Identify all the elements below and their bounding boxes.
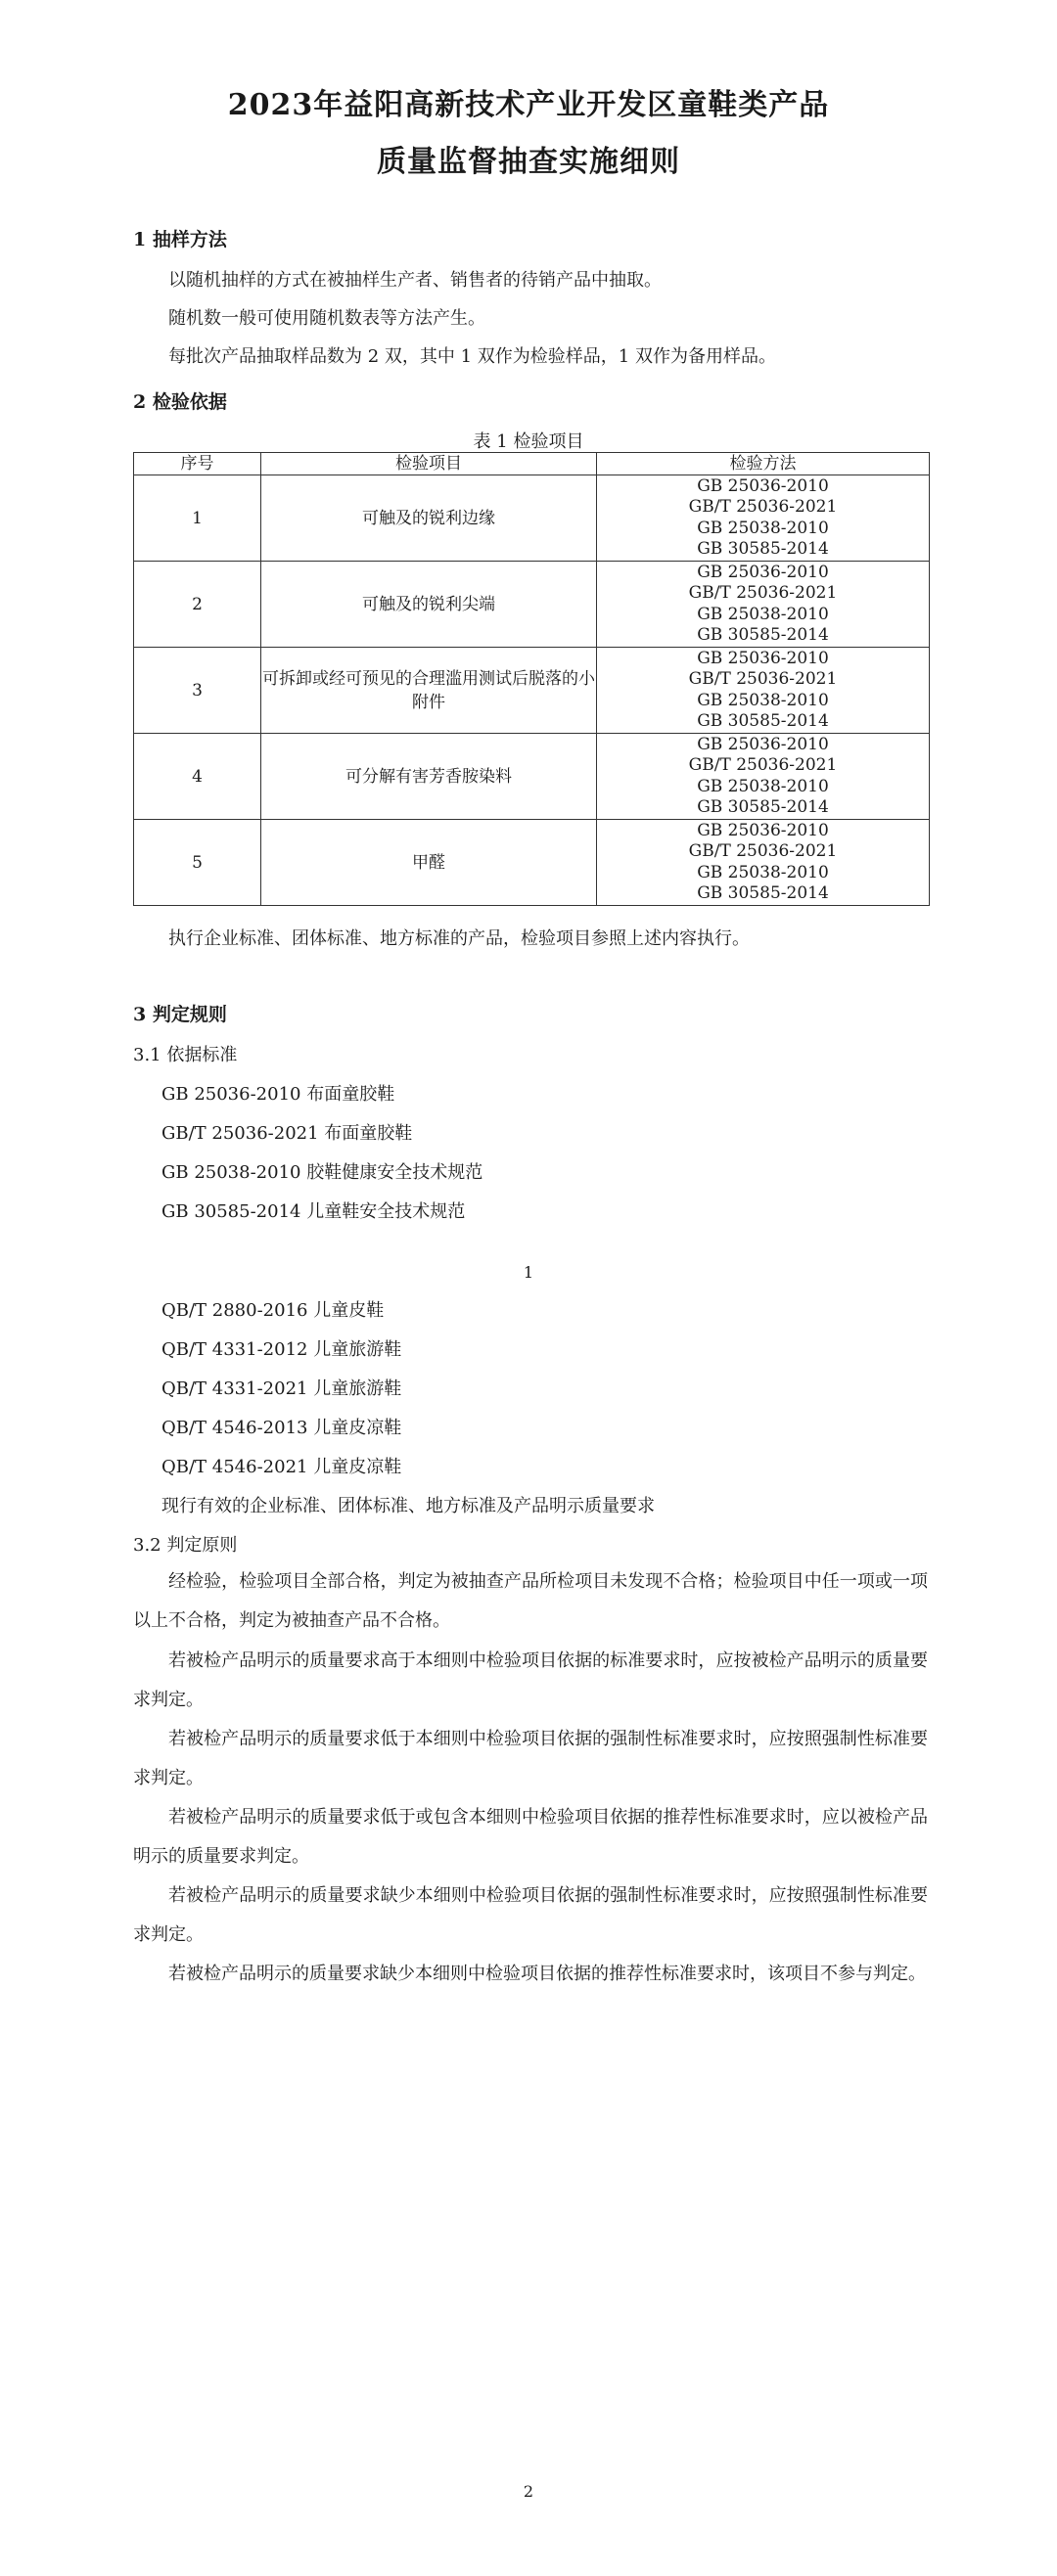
method-standard: GB 25038-2010	[697, 690, 829, 710]
method-standard: GB 25036-2010	[697, 562, 829, 582]
standard-item: QB/T 2880-2016 儿童皮鞋	[161, 1300, 385, 1321]
inspection-methods	[597, 475, 930, 562]
method-standard: GB/T 25036-2021	[688, 583, 838, 603]
table-header-row	[134, 453, 930, 475]
method-standard: GB 30585-2014	[697, 625, 829, 645]
judgement-paragraph: 若被检产品明示的质量要求缺少本细则中检验项目依据的推荐性标准要求时，该项目不参与判定。	[168, 1964, 926, 1984]
inspection-item: 甲醛	[261, 820, 597, 906]
row-number: 3	[134, 648, 261, 734]
section1-paragraph: 以随机抽样的方式在被抽样生产者、销售者的待销产品中抽取。	[168, 270, 662, 291]
table-row	[134, 734, 930, 820]
inspection-items-table	[133, 452, 930, 906]
document-title-line2: 质量监督抽查实施细则	[377, 145, 680, 179]
column-header-item: 检验项目	[261, 453, 597, 475]
section1-paragraph: 随机数一般可使用随机数表等方法产生。	[168, 308, 485, 329]
table-row	[134, 475, 930, 562]
row-number: 5	[134, 820, 261, 906]
column-header-method: 检验方法	[597, 453, 930, 475]
standard-item: GB 30585-2014 儿童鞋安全技术规范	[161, 1201, 466, 1222]
standard-item: QB/T 4331-2012 儿童旅游鞋	[161, 1339, 402, 1360]
method-standard: GB/T 25036-2021	[688, 841, 838, 861]
standard-item: GB 25036-2010 布面童胶鞋	[161, 1084, 395, 1105]
judgement-paragraph: 经检验，检验项目全部合格，判定为被抽查产品所检项目未发现不合格；检验项目中任一项或一项以上不合格，判定为被抽查产品不合格。	[133, 1571, 928, 1631]
page-number: 2	[523, 2482, 534, 2501]
method-standard: GB 30585-2014	[697, 883, 829, 903]
section1-paragraph: 每批次产品抽取样品数为 2 双，其中 1 双作为检验样品，1 双作为备用样品。	[168, 346, 776, 367]
row-number: 2	[134, 562, 261, 648]
standard-item: QB/T 4546-2013 儿童皮凉鞋	[161, 1418, 402, 1438]
row-number: 4	[134, 734, 261, 820]
judgement-paragraph: 若被检产品明示的质量要求高于本细则中检验项目依据的标准要求时，应按被检产品明示的质量要求判定。	[133, 1650, 928, 1710]
method-standard: GB 30585-2014	[697, 711, 829, 731]
column-header-no: 序号	[134, 453, 261, 475]
inspection-item: 可触及的锐利边缘	[261, 475, 597, 562]
table-row	[134, 648, 930, 734]
method-standard: GB/T 25036-2021	[688, 497, 838, 517]
method-standard: GB 30585-2014	[697, 797, 829, 817]
table-caption: 表 1 检验项目	[473, 431, 584, 452]
inspection-methods	[597, 820, 930, 906]
section3-heading: 3 判定规则	[133, 1004, 227, 1025]
method-standard: GB 30585-2014	[697, 539, 829, 559]
method-standard: GB 25038-2010	[697, 776, 829, 796]
inspection-item: 可拆卸或经可预见的合理滥用测试后脱落的小附件	[261, 648, 597, 734]
method-standard: GB/T 25036-2021	[688, 669, 838, 689]
standards-note: 现行有效的企业标准、团体标准、地方标准及产品明示质量要求	[161, 1496, 655, 1516]
method-standard: GB 25036-2010	[697, 820, 829, 840]
standard-item: QB/T 4331-2021 儿童旅游鞋	[161, 1378, 402, 1399]
table-row	[134, 562, 930, 648]
subsection-heading: 3.2 判定原则	[133, 1535, 238, 1556]
method-standard: GB 25036-2010	[697, 475, 829, 496]
section2-heading: 2 检验依据	[133, 391, 227, 413]
judgement-paragraph: 若被检产品明示的质量要求低于本细则中检验项目依据的强制性标准要求时，应按照强制性标准要求判定。	[133, 1729, 928, 1788]
method-standard: GB 25036-2010	[697, 648, 829, 668]
method-standard: GB 25038-2010	[697, 604, 829, 624]
method-standard: GB/T 25036-2021	[688, 755, 838, 775]
inspection-methods	[597, 734, 930, 820]
standard-item: GB 25038-2010 胶鞋健康安全技术规范	[161, 1162, 483, 1183]
table-row	[134, 820, 930, 906]
inspection-methods	[597, 648, 930, 734]
document-title-line1: 2023年益阳高新技术产业开发区童鞋类产品	[227, 88, 830, 122]
subsection-heading: 3.1 依据标准	[133, 1045, 238, 1065]
row-number: 1	[134, 475, 261, 562]
table-note: 执行企业标准、团体标准、地方标准的产品，检验项目参照上述内容执行。	[168, 928, 750, 949]
standard-item: QB/T 4546-2021 儿童皮凉鞋	[161, 1457, 402, 1477]
inspection-item: 可分解有害芳香胺染料	[261, 734, 597, 820]
section1-heading: 1 抽样方法	[133, 229, 227, 250]
standard-item: GB/T 25036-2021 布面童胶鞋	[161, 1123, 413, 1144]
inspection-methods	[597, 562, 930, 648]
method-standard: GB 25038-2010	[697, 862, 829, 882]
method-standard: GB 25038-2010	[697, 518, 829, 538]
page-number: 1	[523, 1263, 534, 1282]
judgement-paragraph: 若被检产品明示的质量要求缺少本细则中检验项目依据的强制性标准要求时，应按照强制性标准要求判定。	[133, 1885, 928, 1945]
judgement-paragraph: 若被检产品明示的质量要求低于或包含本细则中检验项目依据的推荐性标准要求时，应以被检产品明示的质量要求判定。	[133, 1807, 928, 1867]
method-standard: GB 25036-2010	[697, 734, 829, 754]
inspection-item: 可触及的锐利尖端	[261, 562, 597, 648]
